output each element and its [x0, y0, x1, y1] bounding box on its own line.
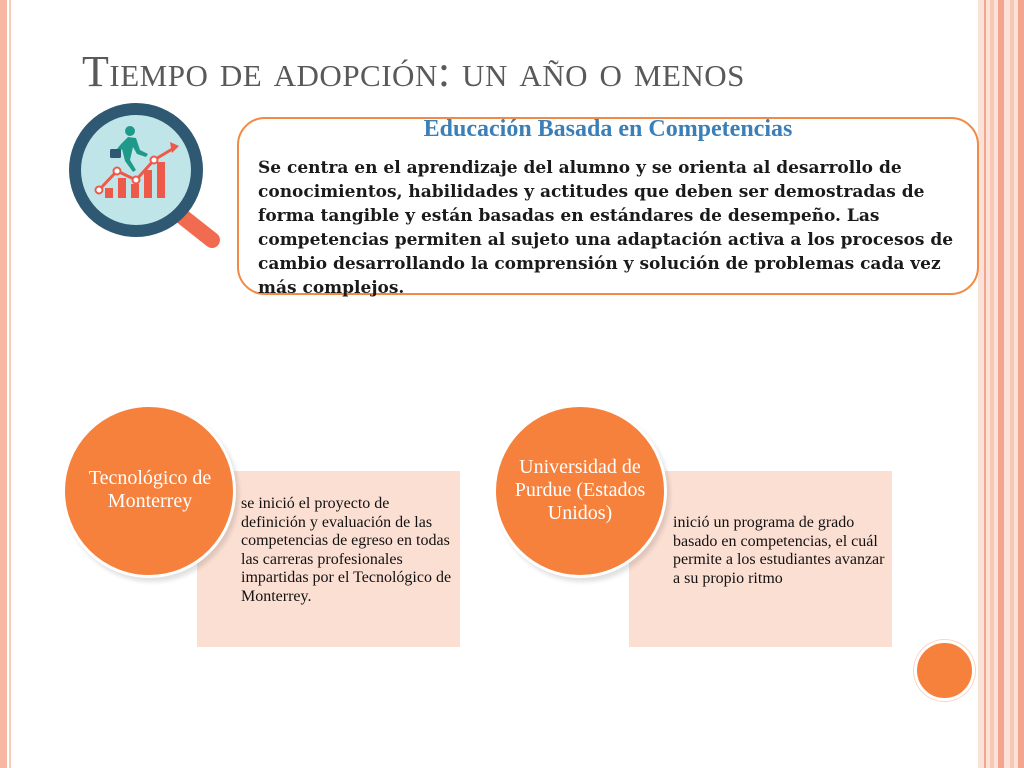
- circle-label-monterrey: Tecnológico de Monterrey: [88, 467, 212, 512]
- circle-label-purdue: Universidad de Purdue (Estados Unidos): [514, 456, 646, 524]
- card-text-monterrey: se inició el proyecto de definición y evaluación de las competencias de egreso en todas las carreras profesionales impartidas por el Tecnológico de Monterrey.: [241, 495, 452, 605]
- right-decor-stripes: [978, 0, 1024, 768]
- left-decor-line: [9, 0, 11, 768]
- corner-decor-dot: [914, 640, 975, 701]
- definition-body: Se centra en el aprendizaje del alumno y se orienta al desarrollo de conocimientos, habilidades y actitudes que deben ser demostradas de forma tangible y están basadas en estándares de desempeño. Las competencias permiten al sujeto una adaptación activa a los procesos de cambio desarrollando la comprensión y solución de problemas cada vez más complejos.: [258, 158, 954, 298]
- left-decor-bar: [0, 0, 7, 768]
- card-text-purdue: inició un programa de grado basado en competencias, el cuál permite a los estudiantes avanzar a su propio ritmo: [673, 514, 885, 587]
- definition-heading: Educación Basada en Competencias: [423, 116, 793, 142]
- magnifying-glass-growth-chart-icon: [66, 98, 220, 254]
- slide-title: Tiempo de adopción: un año o menos: [82, 47, 745, 96]
